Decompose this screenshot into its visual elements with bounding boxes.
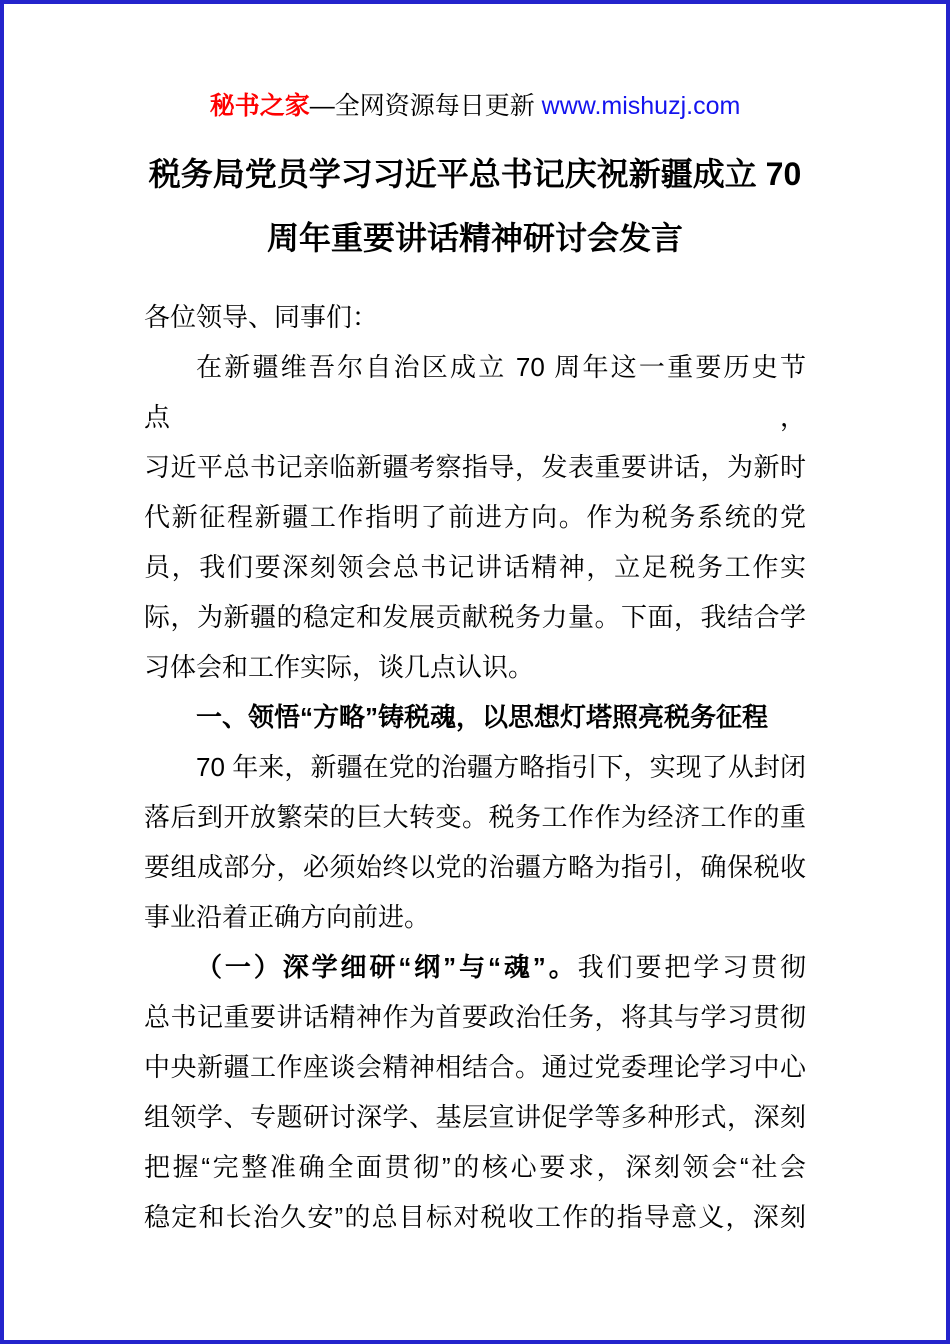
body-line — [144, 942, 806, 992]
site-url: www.mishuzj.com — [541, 92, 741, 120]
body-line — [144, 1142, 806, 1192]
text-run: 把握“完整准确全面贯彻”的核心要求，深刻领会“社会 — [144, 1152, 806, 1182]
text-run: 事业沿着正确方向前进。 — [144, 902, 431, 932]
body-line — [144, 442, 806, 492]
section-heading — [144, 692, 806, 742]
title-line: 税务局党员学习习近平总书记庆祝新疆成立 70 — [148, 156, 802, 192]
body-line — [144, 542, 806, 592]
bold-text-run: （一）深学细研“纲”与“魂”。 — [196, 952, 578, 982]
text-run: 习近平总书记亲临新疆考察指导，发表重要讲话，为新时 — [144, 452, 806, 482]
text-run: 际，为新疆的稳定和发展贡献税务力量。下面，我结合学 — [144, 602, 806, 632]
text-run: 稳定和长治久安”的总目标对税收工作的指导意义，深刻 — [144, 1202, 806, 1232]
text-run: 代新征程新疆工作指明了前进方向。作为税务系统的党 — [144, 502, 806, 532]
body-line — [144, 492, 806, 542]
text-run: 在新疆维吾尔自治区成立 70 周年这一重要历史节点， — [144, 352, 806, 432]
site-tagline: —全网资源每日更新 — [309, 92, 542, 120]
text-run: 我们要把学习贯彻 — [577, 952, 806, 982]
body-line — [144, 792, 806, 842]
document-body — [144, 292, 806, 1242]
text-run: 各位领导、同事们： — [144, 302, 379, 332]
text-run: 要组成部分，必须始终以党的治疆方略为指引，确保税收 — [144, 852, 806, 882]
document-title — [4, 142, 946, 270]
body-line — [144, 1092, 806, 1142]
body-line — [144, 992, 806, 1042]
title-line: 周年重要讲话精神研讨会发言 — [266, 220, 683, 256]
body-line — [144, 592, 806, 642]
body-line — [144, 892, 806, 942]
bold-text-run: 一、领悟“方略”铸税魂，以思想灯塔照亮税务征程 — [196, 702, 769, 732]
text-run: 中央新疆工作座谈会精神相结合。通过党委理论学习中心 — [144, 1052, 806, 1082]
text-run: 习体会和工作实际，谈几点认识。 — [144, 652, 535, 682]
text-run: 落后到开放繁荣的巨大转变。税务工作作为经济工作的重 — [144, 802, 806, 832]
body-line — [144, 1192, 806, 1242]
text-run: 70 年来，新疆在党的治疆方略指引下，实现了从封闭 — [196, 752, 806, 782]
body-line — [144, 292, 806, 342]
body-line — [144, 742, 806, 792]
body-line — [144, 642, 806, 692]
site-watermark — [4, 88, 946, 124]
body-line — [144, 842, 806, 892]
body-line — [144, 342, 806, 442]
text-run: 组领学、专题研讨深学、基层宣讲促学等多种形式，深刻 — [144, 1102, 806, 1132]
site-brand: 秘书之家 — [209, 92, 310, 120]
text-run: 员，我们要深刻领会总书记讲话精神，立足税务工作实 — [144, 552, 806, 582]
body-line — [144, 1042, 806, 1092]
text-run: 总书记重要讲话精神作为首要政治任务，将其与学习贯彻 — [144, 1002, 806, 1032]
